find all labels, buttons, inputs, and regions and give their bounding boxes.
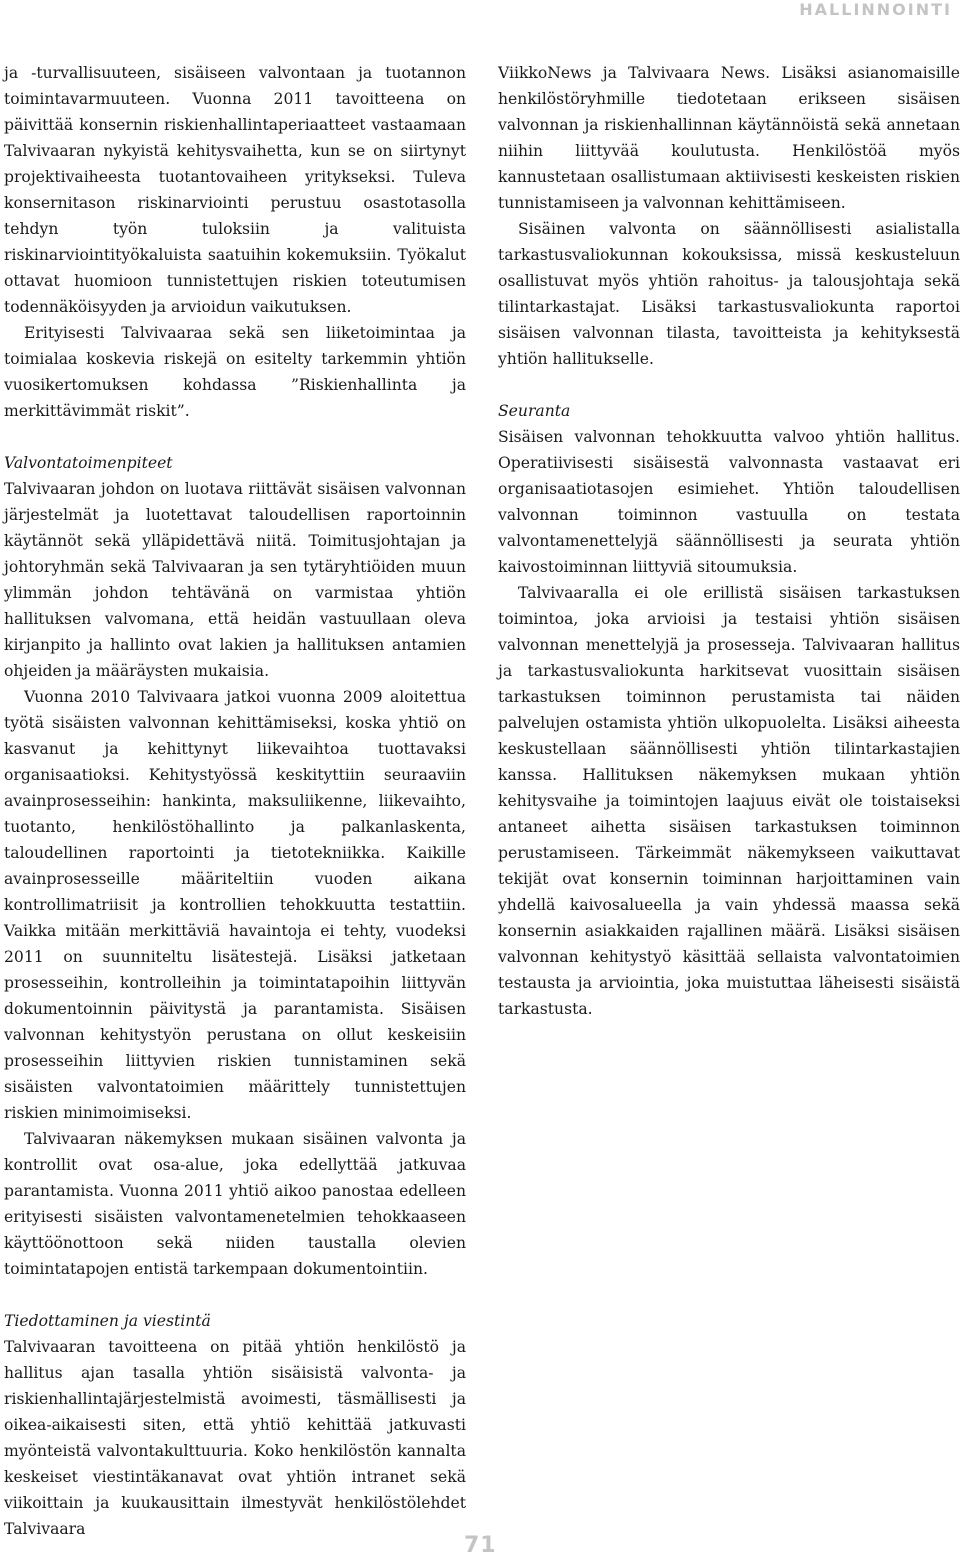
paragraph: Talvivaaran näkemyksen mukaan sisäinen valvonta ja kontrollit ovat osa-alue, joka edellyttää jatkuvaa parantamista. Vuonna 2011 yhtiö aikoo panostaa edelleen erityisesti sisäisten valvontamenetelmien tehokkaaseen käyttöönottoon sekä niiden taustalla olevien toimintatapojen entistä tarkempaan dokumentointiin. <box>4 1130 466 1278</box>
paragraph: Talvivaaran johdon on luotava riittävät sisäisen valvonnan järjestelmät ja luotettavat taloudellisen raportoinnin käytännöt sekä ylläpidettävä niitä. Toimitusjohtajan ja johtoryhmän sekä Talvivaaran ja sen tytäryhtiöiden muun ylimmän johdon tehtävänä on varmistaa yhtiön hallituksen valvomana, että heidän vastuullaan oleva kirjanpito ja hallinto ovat lakien ja hallituksen antamien ohjeiden ja määräysten mukaisia. <box>4 480 466 680</box>
section-heading-valvontatoimenpiteet: Valvontatoimenpiteet <box>4 454 173 472</box>
left-column <box>4 60 466 1542</box>
section-heading-seuranta: Seuranta <box>498 402 571 420</box>
paragraph: Erityisesti Talvivaaraa sekä sen liiketoimintaa ja toimialaa koskevia riskejä on esitelty tarkemmin yhtiön vuosikertomuksen kohdassa ”Riskienhallinta ja merkittävimmät riskit”. <box>4 324 466 420</box>
paragraph: Vuonna 2010 Talvivaara jatkoi vuonna 2009 aloitettua työtä sisäisten valvonnan kehittämiseksi, koska yhtiö on kasvanut ja kehittynyt liikevaihtoa tuottavaksi organisaatioksi. Kehitystyössä keskityttiin seuraaviin avainprosesseihin: hankinta, maksuliikenne, liikevaihto, tuotanto, henkilöstöhallinto ja palkanlaskenta, taloudellinen raportointi ja tietotekniikka. Kaikille avainprosesseille määriteltiin vuoden aikana kontrollimatriisit ja kontrollien tehokkuutta testattiin. Vaikka mitään merkittäviä havaintoja ei tehty, vuodeksi 2011 on suunniteltu lisätestejä. Lisäksi jatketaan prosesseihin, kontrolleihin ja toimintatapoihin liittyvän dokumentoinnin päivitystä ja parantamista. Sisäisen valvonnan kehitystyön perustana on ollut keskeisiin prosesseihin liittyvien riskien tunnistaminen sekä sisäisten valvontatoimien määrittely tunnistettujen riskien minimoimiseksi. <box>4 688 466 1122</box>
paragraph: Sisäisen valvonnan tehokkuutta valvoo yhtiön hallitus. Operatiivisesti sisäisestä valvonnasta vastaavat eri organisaatiotasojen esimiehet. Yhtiön taloudellisen valvonnan toiminnon vastuulla on testata valvontamenettelyjä säännöllisesti ja seurata yhtiön kaivostoiminnan liittyviä sitoumuksia. <box>498 428 960 576</box>
page-number: 71 <box>464 1533 497 1558</box>
section-heading-tiedottaminen: Tiedottaminen ja viestintä <box>4 1312 211 1330</box>
paragraph: ja -turvallisuuteen, sisäiseen valvontaan ja tuotannon toimintavarmuuteen. Vuonna 2011 tavoitteena on päivittää konsernin riskienhallintaperiaatteet vastaamaan Talvivaaran nykyistä kehitysvaihetta, kun se on siirtynyt projektivaiheesta tuotantovaiheen yritykseksi. Tuleva konsernitason riskinarviointi perustuu osastotasolla tehdyn työn tuloksiin ja valituista riskinarviointityökaluista saatuihin kokemuksiin. Työkalut ottavat huomioon tunnistettujen riskien toteutumisen todennäköisyyden ja arvioidun vaikutuksen. <box>4 64 466 316</box>
section-title: HALLINNOINTI <box>799 0 952 19</box>
paragraph: Sisäinen valvonta on säännöllisesti asialistalla tarkastusvaliokunnan kokouksissa, missä keskusteluun osallistuvat myös yhtiön rahoitus- ja talousjohtaja sekä tilintarkastajat. Lisäksi tarkastusvaliokunta raportoi sisäisen valvonnan tilasta, tavoitteista ja kehityksestä yhtiön hallitukselle. <box>498 220 960 368</box>
paragraph: Talvivaaralla ei ole erillistä sisäisen tarkastuksen toimintoa, joka arvioisi ja testaisi yhtiön sisäisen valvonnan menettelyjä ja prosesseja. Talvivaaran hallitus ja tarkastusvaliokunta harkitsevat vuosittain sisäisen tarkastuksen toiminnon perustamista tai näiden palvelujen ostamista yhtiön ulkopuolelta. Lisäksi aiheesta keskustellaan säännöllisesti yhtiön tilintarkastajien kanssa. Hallituksen näkemyksen mukaan yhtiön kehitysvaihe ja toimintojen laajuus eivät ole toistaiseksi antaneet aihetta sisäisen tarkastuksen toiminnon perustamiseen. Tärkeimmät näkemykseen vaikuttavat tekijät ovat konsernin toiminnan harjoittaminen vain yhdellä kaivosalueella ja vain yhdessä maassa sekä konsernin asiakkaiden rajallinen määrä. Lisäksi sisäisen valvonnan kehitystyö käsittää sellaista valvontatoimien testausta ja arviointia, joka muistuttaa läheisesti sisäistä tarkastusta. <box>498 584 960 1018</box>
right-column <box>498 60 960 1022</box>
paragraph: ViikkoNews ja Talvivaara News. Lisäksi asianomaisille henkilöstöryhmille tiedotetaan erikseen sisäisen valvonnan ja riskienhallinnan käytännöistä sekä annetaan niihin liittyvää koulutusta. Henkilöstöä myös kannustetaan osallistumaan aktiivisesti keskeisten riskien tunnistamiseen ja valvonnan kehittämiseen. <box>498 64 960 212</box>
paragraph: Talvivaaran tavoitteena on pitää yhtiön henkilöstö ja hallitus ajan tasalla yhtiön sisäisistä valvonta- ja riskienhallintajärjestelmistä avoimesti, täsmällisesti ja oikea-aikaisesti siten, että yhtiö kehittää jatkuvasti myönteistä valvontakulttuuria. Koko henkilöstön kannalta keskeiset viestintäkanavat ovat yhtiön intranet sekä viikoittain ja kuukausittain ilmestyvät henkilöstölehdet Talvivaara <box>4 1338 466 1538</box>
